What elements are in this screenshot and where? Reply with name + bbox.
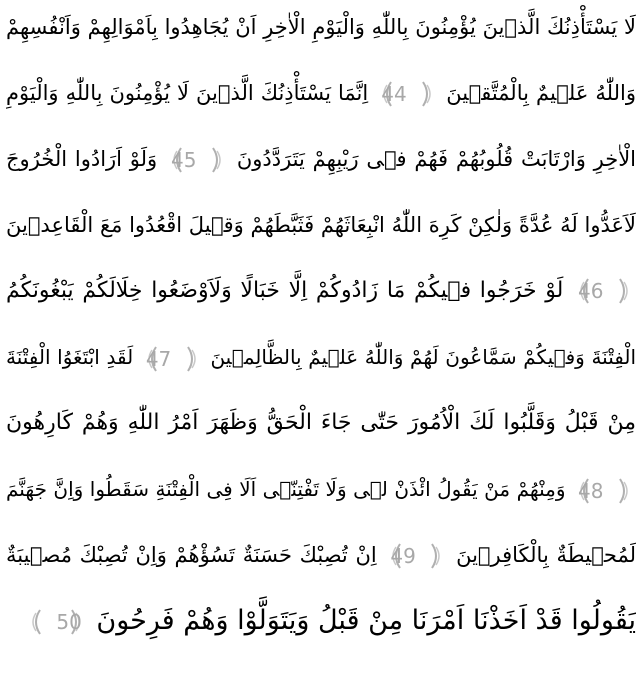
verse-text: لَاَعَدُّوا لَهُ عُدَّةً وَلٰكِنْ كَرِهَ اللّٰهُ انْبِعَاثَهُمْ فَثَبَّطَهُمْ وَقٖيلَ اقْعُدُوا مَعَ الْقَاعِدٖينَ	[6, 213, 636, 237]
text-line-3	[6, 132, 636, 186]
text-line-2	[6, 66, 636, 120]
text-line-6	[6, 330, 636, 384]
verse-number-marker	[578, 476, 630, 506]
text-line-1	[6, 0, 636, 54]
verse-text: يَقُولُوا قَدْ اَخَذْنَا اَمْرَنَا مِنْ قَبْلُ وَيَتَوَلَّوْا وَهُمْ فَرِحُونَ	[96, 605, 636, 636]
verse-text: لَوْ خَرَجُوا فٖيكُمْ مَا زَادُوكُمْ اِلَّا خَبَالًا وَلَاَوْضَعُوا خِلَالَكُمْ يَبْغُونَكُمُ	[6, 278, 564, 303]
verse-text: لَمُحٖيطَةٌ بِالْكَافِرٖينَ	[456, 543, 636, 567]
verse-text: الْاٰخِرِ وَارْتَابَتْ قُلُوبُهُمْ فَهُمْ فٖى رَيْبِهِمْ يَتَرَدَّدُونَ	[236, 147, 636, 171]
verse-text: لَا يَسْتَأْذِنُكَ الَّذٖينَ يُؤْمِنُونَ بِاللّٰهِ وَالْيَوْمِ الْاٰخِرِ اَنْ يُجَاهِدُوا بِاَمْوَالِهِمْ وَاَنْفُسِهِمْ	[6, 15, 636, 39]
verse-text: مِنْ قَبْلُ وَقَلَّبُوا لَكَ الْاُمُورَ حَتّٰى جَاءَ الْحَقُّ وَظَهَرَ اَمْرُ اللّٰهِ وَهُمْ كَارِهُونَ	[6, 410, 636, 435]
text-line-4	[6, 198, 636, 252]
verse-text: لَقَدِ ابْتَغَوُا الْفِتْنَةَ	[6, 345, 134, 369]
verse-number: 45	[171, 148, 197, 172]
text-line-10	[6, 594, 636, 648]
verse-text: وَاللّٰهُ عَلٖيمٌ بِالْمُتَّقٖينَ	[446, 81, 636, 105]
text-line-9	[6, 528, 636, 582]
verse-text: الْفِتْنَةَ وَفٖيكُمْ سَمَّاعُونَ لَهُمْ وَاللّٰهُ عَلٖيمٌ بِالظَّالِمٖينَ	[210, 345, 636, 369]
verse-number-marker	[381, 79, 433, 109]
verse-number: 44	[381, 82, 407, 106]
text-line-8	[6, 462, 636, 516]
verse-number: 46	[578, 279, 604, 303]
verse-number-marker	[30, 607, 82, 637]
verse-number-marker	[146, 344, 198, 374]
verse-number: 47	[145, 346, 172, 371]
verse-number: 49	[390, 544, 416, 568]
verse-number-marker	[390, 541, 442, 571]
verse-text: وَلَوْ اَرَادُوا الْخُرُوجَ	[6, 147, 158, 171]
text-line-7	[6, 396, 636, 450]
verse-number: 50	[56, 609, 82, 634]
verse-text: اِنْ تُصِبْكَ حَسَنَةٌ تَسُؤْهُمْ وَاِنْ تُصِبْكَ مُصٖيبَةٌ	[6, 543, 377, 567]
text-line-5	[6, 264, 636, 318]
verse-text: وَمِنْهُمْ مَنْ يَقُولُ ائْذَنْ لٖى وَلَا تَفْتِنّٖى اَلَا فِى الْفِتْنَةِ سَقَطُوا وَاِنَّ جَهَنَّمَ	[6, 477, 566, 501]
verse-number-marker	[171, 145, 223, 175]
verse-text: اِنَّمَا يَسْتَأْذِنُكَ الَّذٖينَ لَا يُؤْمِنُونَ بِاللّٰهِ وَالْيَوْمِ	[6, 81, 369, 105]
verse-number-marker	[578, 276, 630, 306]
verse-number: 48	[578, 478, 604, 503]
